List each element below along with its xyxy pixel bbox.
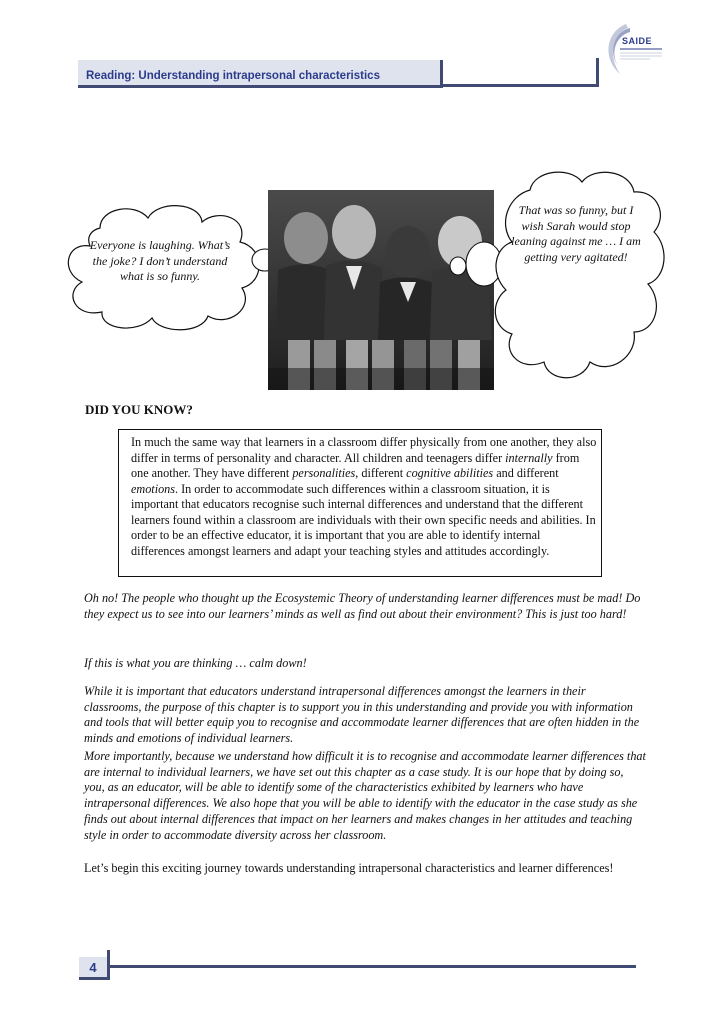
header-title: Reading: Understanding intrapersonal characteristics bbox=[86, 70, 380, 82]
saide-logo bbox=[600, 20, 666, 86]
header-rule bbox=[443, 84, 598, 87]
paragraph-lets-begin: Let’s begin this exciting journey towards understanding intrapersonal characteristics and learner differences! bbox=[84, 861, 614, 875]
paragraph-purpose: While it is important that educators understand intrapersonal differences amongst the learners in their classrooms, the purpose of this chapter is to support you in this understanding and provide you with information and tools that will better equip you to recognise and accommodate learner differences that are often hidden in the minds and emotions of individual learners. bbox=[84, 684, 640, 746]
did-you-know-heading: DID YOU KNOW? bbox=[85, 402, 193, 417]
paragraph-case-study: More importantly, because we understand how difficult it is to recognise and accommodate learner differences that are internal to individual learners, we have set out this chapter as a case study. It is our hope that by doing so, you, as an educator, will be able to identify some of the characteristics exhibited by learners who have intrapersonal differences. We also hope that you will be able to identify with the educator in the case study as she finds out about internal differences that impact on her learners and makes changes in her attitudes and teaching style in order to accommodate diversity across her classroom. bbox=[84, 749, 646, 842]
paragraph-calm-down: If this is what you are thinking … calm down! bbox=[84, 656, 307, 670]
footer-rule-start bbox=[107, 950, 110, 975]
page-number: 4 bbox=[89, 960, 97, 975]
paragraph-oh-no: Oh no! The people who thought up the Ecosystemic Theory of understanding learner differences must be mad! Do they expect us to see into our learners’ minds as well as find out about their environment? This is just too hard! bbox=[84, 591, 641, 621]
footer-rule bbox=[110, 965, 636, 968]
left-thought-text: Everyone is laughing. What’s the joke? I don’t understand what is so funny. bbox=[89, 238, 231, 283]
right-thought-text: That was so funny, but I wish Sarah would stop leaning against me … I am getting very agitated! bbox=[511, 203, 641, 264]
right-thought-cloud bbox=[490, 166, 668, 386]
did-you-know-text: In much the same way that learners in a classroom differ physically from one another, they also differ in terms of personality and character. All children and teenagers differ internally from one another. They have different personalities, different cognitive abilities and different emotions. In order to accommodate such differences within a classroom situation, it is important that educators recognise such internal differences and understand that the different learners found within a classroom are individuals with their own specific needs and abilities. In order to be an effective educator, it is important that you are able to identify internal differences amongst learners and adapt your teaching styles and attitudes accordingly. bbox=[131, 435, 597, 558]
logo-text: SAIDE bbox=[622, 36, 653, 46]
header-rule-end bbox=[596, 58, 599, 87]
